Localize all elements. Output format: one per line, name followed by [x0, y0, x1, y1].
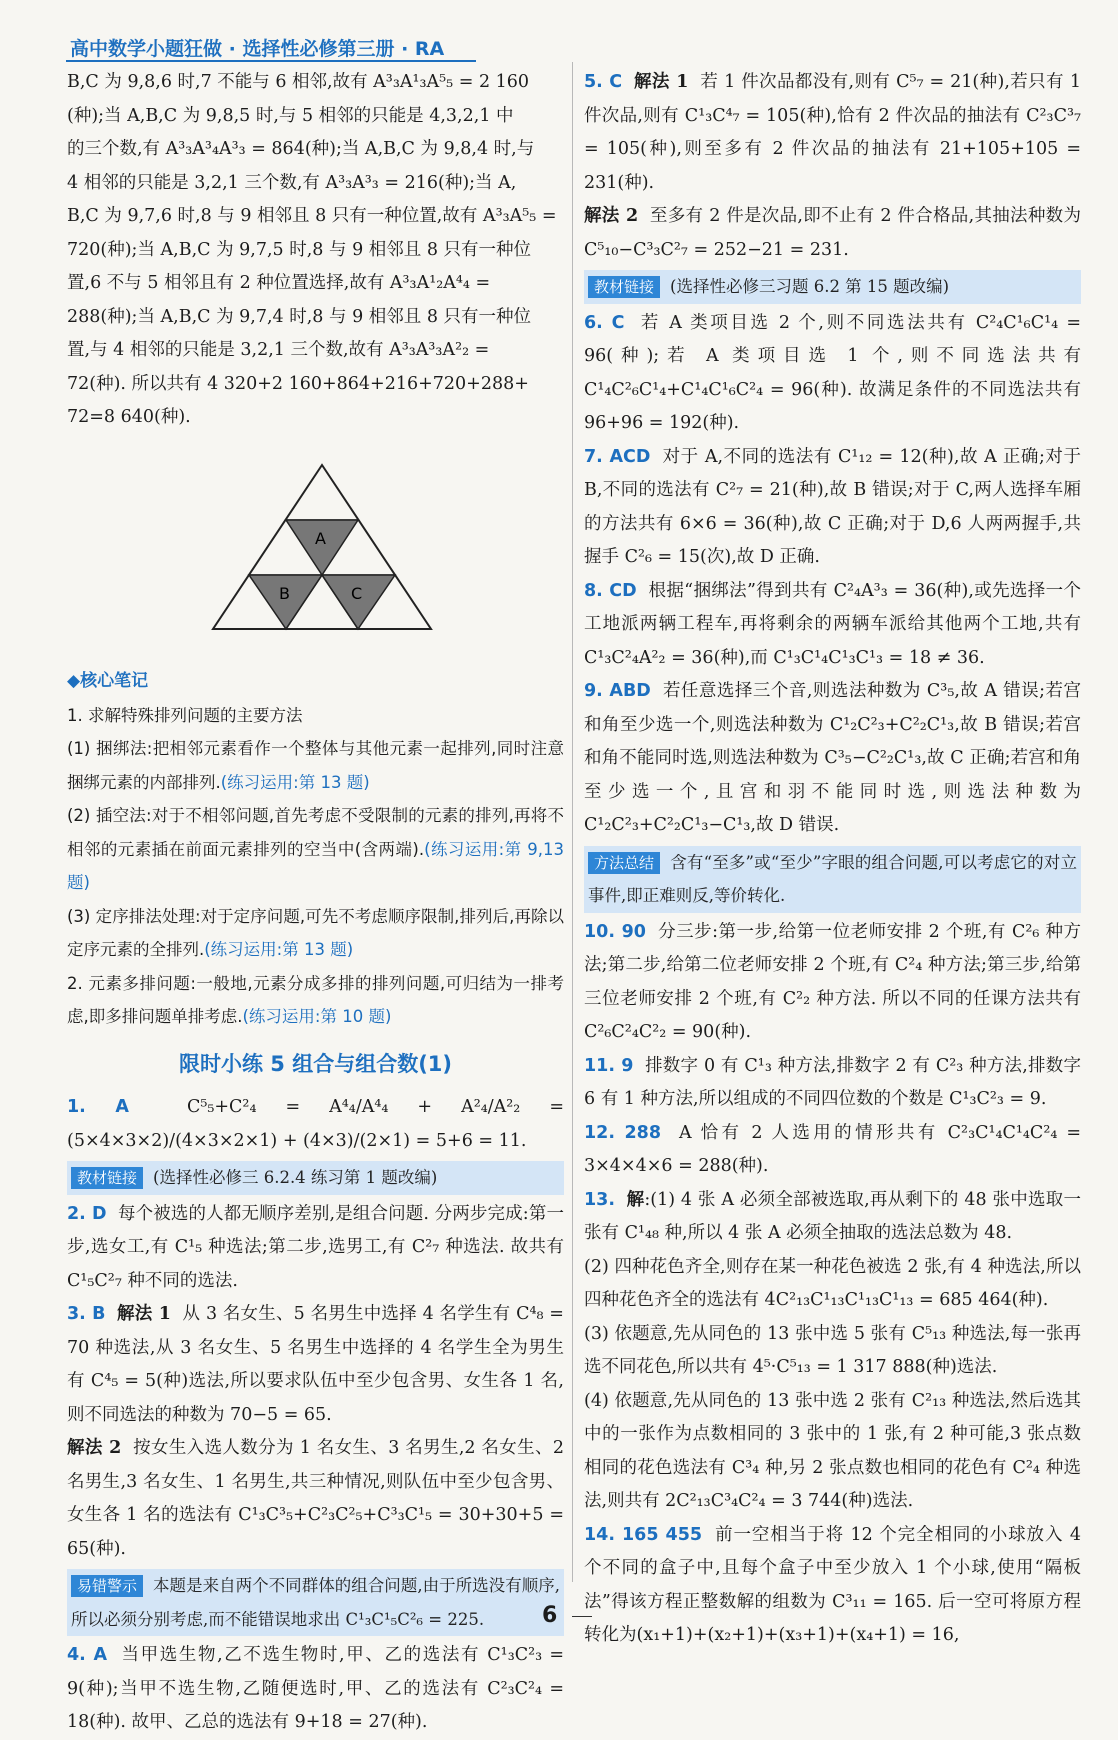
note-exercise-ref: (练习运用:第 13 题) [220, 772, 370, 792]
note-exercise-ref: (练习运用:第 13 题) [204, 940, 354, 959]
note-item [67, 799, 564, 900]
answer-11: 11. 9 排数字 0 有 C¹₃ 种方法,排数字 2 有 C²₃ 种方法,排数字 6 有 1 种方法,所以组成的不同四位数的个数是 C¹₃C²₃ = 9. [584, 1055, 1081, 1109]
answer-13-part [584, 1184, 1081, 1251]
answer-7: 7. ACD 对于 A,不同的选法有 C¹₁₂ = 12(种),故 A 正确;对于 B,不同的选法有 C²₇ = 21(种),故 B 错误;对于 C,两人选择车厢的方法共有 6×6 = 36(种),故 C 正确;对于 D,6 人两两握手,共握手 C²₆ = 15(次),故 D 正确. [584, 446, 1081, 567]
note-text: (1) 捆绑法:把相邻元素看作一个整体与其他元素一起排列,同时注意捆绑元素的内部排列. [67, 739, 564, 792]
answer-9: 9. ABD 若任意选择三个音,则选法种数为 C³₅,故 A 错误;若宫和角至少选一个,则选法种数为 C¹₂C²₃+C²₂C¹₃,故 B 错误;若宫和角不能同时选,则选法种数为 C³₅−C²₂C¹₃,故 C 正确;若宫和角至少选一个,且宫和羽不能同时选,则选法种数为 C¹₂C²₃+C²₂C¹₃−C¹₃,故 D 错误. [584, 681, 1081, 835]
answer-13-part [584, 1318, 1081, 1385]
answer-10: 10. 90 分三步:第一步,给第一位老师安排 2 个班,有 C²₆ 种方法;第二步,给第二位老师安排 2 个班,有 C²₄ 种方法;第三步,给第三位老师安排 2 个班,有 C²₂ 种方法. 所以不同的任课方法共有 C²₆C²₄C²₂ = 90(种). [584, 921, 1081, 1042]
answer-13-part [584, 1385, 1081, 1519]
page-number: 6 [542, 1603, 558, 1628]
answer-13-number: 13. [584, 1189, 616, 1210]
answer-3-method-2: 解法 2 按女生入选人数分为 1 名女生、3 名男生,2 名女生、2 名男生,3 名女生、1 名男生,共三种情况,则队伍中至少包含男、女生各 1 名的选法有 C¹₃C³₅+C²₃C²₅+C³₃C¹₅ = 30+30+5 = 65(种). [67, 1438, 564, 1559]
header-rule [66, 60, 476, 62]
intro-line: 72(种). 所以共有 4 320+2 160+864+216+720+288+ [67, 373, 529, 394]
intro-line: 288(种);当 A,B,C 为 9,7,4 时,8 与 9 相邻且 8 只有一种位 [67, 306, 532, 327]
intro-solution [67, 66, 564, 435]
answer-8: 8. CD 根据“捆绑法”得到共有 C²₄A³₃ = 36(种),或先选择一个工地派两辆工程车,再将剩余的两辆车派给其他两个工地,共有 C¹₃C²₄A²₂ = 36(种),而 C¹₃C¹₄C¹₃C¹₃ = 18 ≠ 36. [584, 580, 1081, 668]
answer-1: 1. A C⁵₅+C²₄ = A⁴₄/A⁴₄ + A²₄/A²₂ = (5×4×3×2)/(4×3×2×1) + (4×3)/(2×1) = 5+6 = 11. [67, 1097, 564, 1151]
answer-4: 4. A 当甲选生物,乙不选生物时,甲、乙的选法有 C¹₃C²₃ = 9(种);当甲不选生物,乙随便选时,甲、乙的选法有 C²₃C²₄ = 18(种). 故甲、乙总的选法有 9+18 = 27(种). [67, 1645, 564, 1732]
note-item [67, 732, 564, 799]
intro-line: (种);当 A,B,C 为 9,8,5 时,与 5 相邻的只能是 4,3,2,1 中 [67, 105, 514, 126]
right-column [584, 66, 1081, 1653]
answer-6: 6. C 若 A 类项目选 2 个,则不同选法共有 C²₄C¹₆C¹₄ = 96(种);若 A 类项目选 1 个,则不同选法共有 C¹₄C²₆C¹₄+C¹₄C¹₆C²₄ = 96(种). 故满足条件的不同选法共有 96+96 = 192(种). [584, 312, 1081, 433]
note-exercise-ref: (练习运用:第 9,13 题) [67, 839, 564, 892]
running-header: 高中数学小题狂做 · 选择性必修第三册 · RA [70, 38, 445, 60]
textbook-link-band-2: 教材链接 (选择性必修三习题 6.2 第 15 题改编) [584, 270, 1081, 304]
intro-line: 72=8 640(种). [67, 407, 191, 427]
page-number-dash [572, 1616, 592, 1617]
intro-line: 的三个数,有 A³₃A³₄A³₃ = 864(种);当 A,B,C 为 9,8,4 时,与 [67, 139, 535, 159]
answer-12: 12. 288 A 恰有 2 人选用的情形共有 C²₃C¹₄C¹₄C²₄ = 3×4×4×6 = 288(种). [584, 1122, 1081, 1176]
note-item [67, 967, 564, 1034]
left-column [67, 66, 564, 1740]
method-summary-band: 方法总结 含有“至多”或“至少”字眼的组合问题,可以考虑它的对立事件,即正难则反,等价转化. [584, 846, 1081, 913]
triangle-diagram [207, 457, 437, 637]
answer-5-method-2: 解法 2 至多有 2 件是次品,即不止有 2 件合格品,其抽法种数为 C⁵₁₀−C³₃C²₇ = 252−21 = 231. [584, 206, 1081, 260]
note-item [67, 699, 564, 733]
note-text: (2) 插空法:对于不相邻问题,首先考虑不受限制的元素的排列,再将不相邻的元素插在前面元素排列的空当中(含两端). [67, 806, 564, 859]
answer-13-text: :(1) 4 张 A 必须全部被选取,再从剩下的 48 张中选取一张有 C¹₄₈ 种,所以 4 张 A 必须全抽取的选法总数为 48. [584, 1189, 1081, 1243]
core-notes-title: ◆核心笔记 [67, 671, 149, 691]
answer-13-lead: 解 [626, 1189, 645, 1210]
intro-line: B,C 为 9,7,6 时,8 与 9 相邻且 8 只有一种位置,故有 A³₃A⁵₅ = [67, 206, 557, 226]
answer-13-part [584, 1251, 1081, 1318]
triangle-label-a: A [315, 528, 326, 548]
answer-2: 2. D 每个被选的人都无顺序差别,是组合问题. 分两步完成:第一步,选女工,有 C¹₅ 种选法;第二步,选男工,有 C²₇ 种选法. 故共有 C¹₅C²₇ 种不同的选法. [67, 1203, 564, 1291]
error-warning-band: 易错警示 本题是来自两个不同群体的组合问题,由于所选没有顺序,所以必须分别考虑,而不能错误地求出 C¹₃C¹₅C²₆ = 225. [67, 1569, 564, 1636]
intro-line: 720(种);当 A,B,C 为 9,7,5 时,8 与 9 相邻且 8 只有一种位 [67, 239, 532, 260]
triangle-label-c: C [351, 583, 363, 603]
note-text: 1. 求解特殊排列问题的主要方法 [67, 705, 303, 725]
answer-3-method-1: 3. B 解法 1 从 3 名女生、5 名男生中选择 4 名学生有 C⁴₈ = 70 种选法,从 3 名女生、5 名男生中选择的 4 名学生全为男生有 C⁴₅ = 5(种)选法,所以要求队伍中至少包含男、女生各 1 名,则不同选法的种数为 70−5 = 65. [67, 1304, 564, 1425]
triangle-label-b: B [279, 583, 290, 603]
note-text: 2. 元素多排问题:一般地,元素分成多排的排列问题,可归结为一排考虑,即多排问题单排考虑. [67, 973, 564, 1026]
textbook-link-band: 教材链接 (选择性必修三 6.2.4 练习第 1 题改编) [67, 1161, 564, 1195]
section-title: 限时小练 5 组合与组合数(1) [178, 1051, 453, 1076]
intro-line: 4 相邻的只能是 3,2,1 三个数,有 A³₃A³₃ = 216(种);当 A, [67, 172, 517, 193]
note-item [67, 900, 564, 967]
column-divider [572, 62, 573, 1582]
intro-line: 置,6 不与 5 相邻且有 2 种位置选择,故有 A³₃A¹₂A⁴₄ = [67, 273, 491, 293]
core-notes [67, 699, 564, 1034]
answer-13-text: (3) 依题意,先从同色的 13 张中选 5 张有 C⁵₁₃ 种选法,每一张再选不同花色,所以共有 4⁵·C⁵₁₃ = 1 317 888(种)选法. [584, 1323, 1081, 1377]
answer-5-method-1: 5. C 解法 1 若 1 件次品都没有,则有 C⁵₇ = 21(种),若只有 1 件次品,则有 C¹₃C⁴₇ = 105(种),恰有 2 件次品的抽法有 C²₃C³₇ = 105(种),则至多有 2 件次品的抽法有 21+105+105 = 231(种). [584, 72, 1081, 193]
answer-13-text: (4) 依题意,先从同色的 13 张中选 2 张有 C²₁₃ 种选法,然后选其中的一张作为点数相同的 3 张中的 1 张,有 2 种可能,3 张点数相同的花色选法有 C³₄ 种,另 2 张点数也相同的花色有 C²₄ 种选法,则共有 2C²₁₃C³₄C²₄ = 3 744(种)选法. [584, 1390, 1081, 1511]
intro-line: 置,与 4 相邻的只能是 3,2,1 三个数,故有 A³₃A³₃A²₂ = [67, 340, 490, 360]
note-text: (3) 定序排法处理:对于定序问题,可先不考虑顺序限制,排列后,再除以定序元素的全排列. [67, 906, 564, 959]
answer-14: 14. 165 455 前一空相当于将 12 个完全相同的小球放入 4 个不同的盒子中,且每个盒子中至少放入 1 个小球,使用“隔板法”得该方程正整数解的组数为 C³₁₁ = 165. 后一空可将原方程转化为(x₁+1)+(x₂+1)+(x₃+1)+(x₄+1) = 16, [584, 1524, 1081, 1645]
answer-13 [584, 1184, 1081, 1519]
answer-13-text: (2) 四种花色齐全,则存在某一种花色被选 2 张,有 4 种选法,所以四种花色齐全的选法有 4C²₁₃C¹₁₃C¹₁₃C¹₁₃ = 685 464(种). [584, 1256, 1081, 1310]
intro-line: B,C 为 9,8,6 时,7 不能与 6 相邻,故有 A³₃A¹₃A⁵₅ = 2 160 [67, 72, 530, 92]
note-exercise-ref: (练习运用:第 10 题) [242, 1007, 392, 1026]
